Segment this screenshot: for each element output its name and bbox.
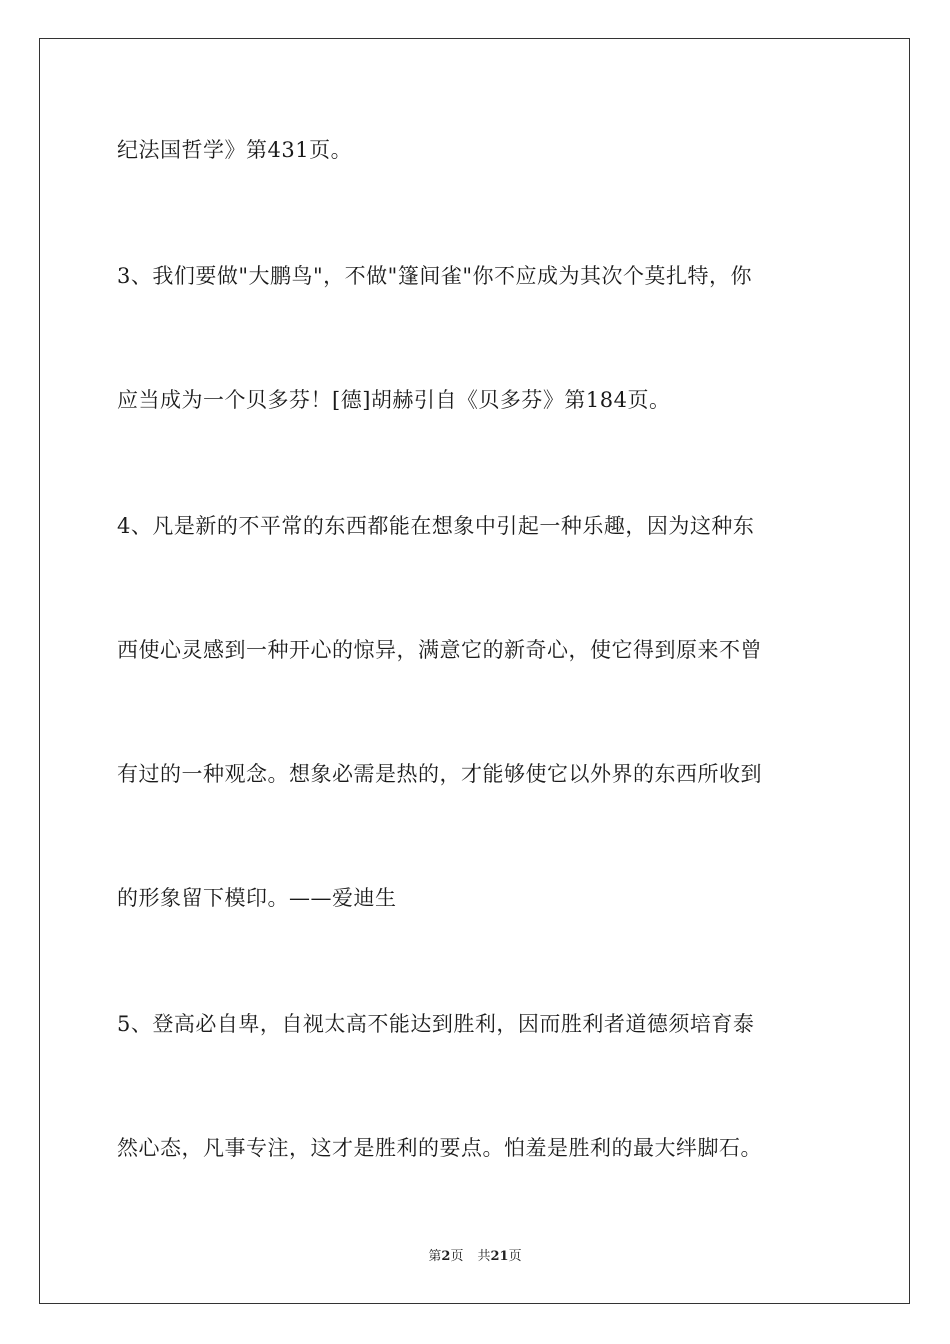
text-line: 然心态，凡事专注，这才是胜利的要点。怕羞是胜利的最大绊脚石。 <box>117 1136 762 1160</box>
text-line: 纪法国哲学》第431页。 <box>117 138 353 162</box>
text-line: 5、登高必自卑，自视太高不能达到胜利，因而胜利者道德须培育泰 <box>117 1012 755 1036</box>
total-prefix: 共 <box>477 1249 491 1264</box>
text-line: 3、我们要做"大鹏鸟"，不做"篷间雀"你不应成为其次个莫扎特，你 <box>117 264 752 288</box>
text-line: 西使心灵感到一种开心的惊异，满意它的新奇心，使它得到原来不曾 <box>117 638 762 662</box>
page-number: 2 <box>441 1249 451 1264</box>
page-border <box>39 38 910 1304</box>
text-line: 4、凡是新的不平常的东西都能在想象中引起一种乐趣，因为这种东 <box>117 514 755 538</box>
text-line: 有过的一种观念。想象必需是热的，才能够使它以外界的东西所收到 <box>117 762 762 786</box>
page-prefix: 第 <box>428 1249 442 1264</box>
text-line: 的形象留下模印。——爱迪生 <box>117 886 397 910</box>
total-pages: 21 <box>490 1249 509 1264</box>
text-line: 应当成为一个贝多芬！[德]胡赫引自《贝多芬》第184页。 <box>117 388 671 412</box>
page-footer <box>0 1248 950 1266</box>
total-suffix: 页 <box>508 1249 522 1264</box>
page-suffix: 页 <box>450 1249 464 1264</box>
